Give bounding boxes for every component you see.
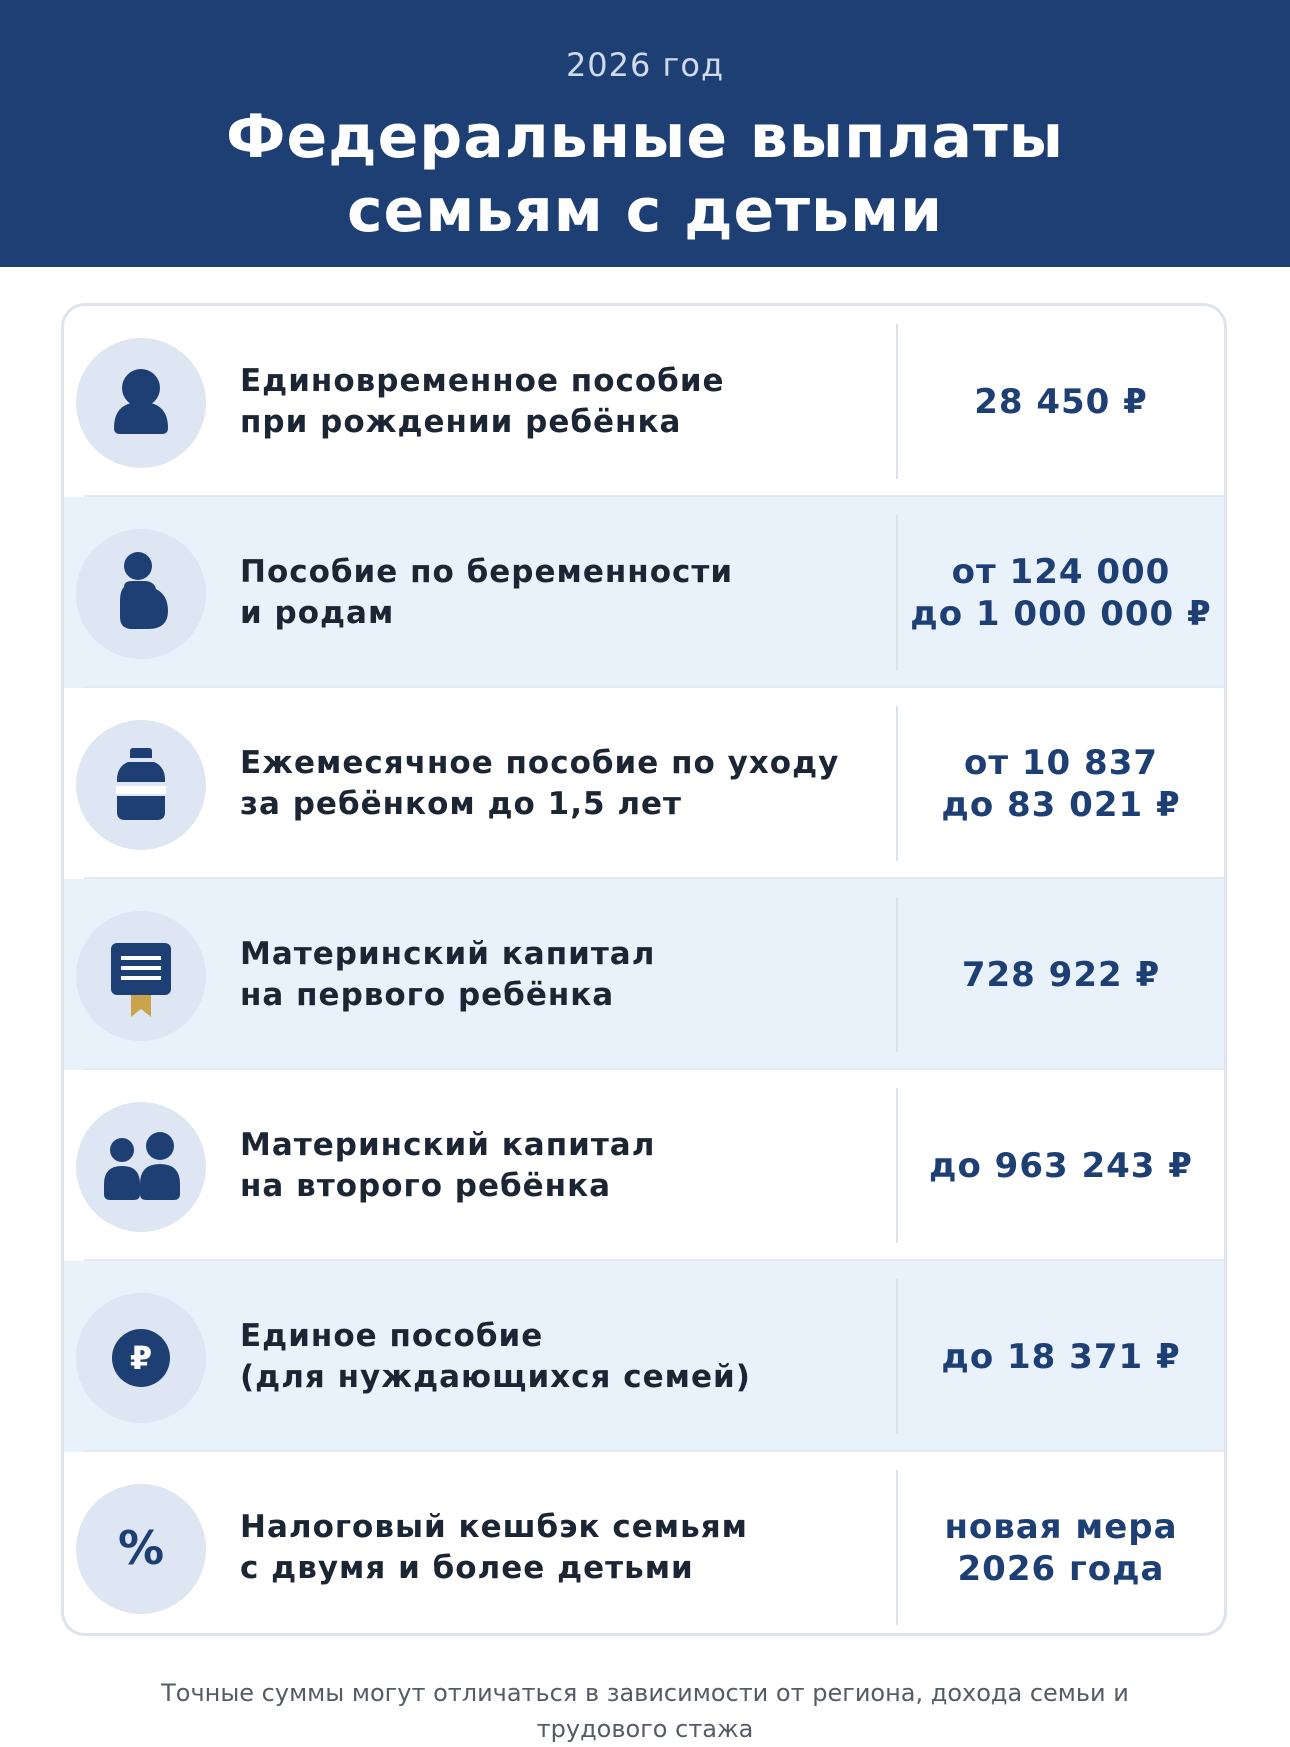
baby-bottle-icon <box>76 720 206 850</box>
footnote-line-1: Точные суммы могут отличаться в зависимости от региона, дохода семьи и <box>161 1679 1129 1707</box>
payment-row-maternity-benefit <box>64 497 1224 688</box>
svg-text:%: % <box>117 1521 165 1575</box>
footnote <box>80 1675 1210 1747</box>
payment-row-tax-cashback <box>64 1452 1224 1636</box>
header <box>0 0 1290 267</box>
payment-row-birth-allowance <box>64 306 1224 497</box>
payment-label: Материнский капитал на первого ребёнка <box>240 935 656 1013</box>
payment-amount: новая мера 2026 года <box>944 1506 1178 1589</box>
percent-icon <box>76 1484 206 1614</box>
certificate-icon <box>76 911 206 1041</box>
payments-card <box>61 303 1227 1636</box>
payment-amount: до 18 371 ₽ <box>941 1336 1181 1377</box>
person-icon <box>76 338 206 468</box>
payment-amount: 28 450 ₽ <box>974 381 1148 422</box>
payment-row-childcare-allowance <box>64 688 1224 879</box>
two-people-icon <box>76 1102 206 1232</box>
payment-label: Единовременное пособие при рождении ребёнка <box>240 362 725 440</box>
payment-label: Материнский капитал на второго ребёнка <box>240 1126 656 1204</box>
payment-label: Ежемесячное пособие по уходу за ребёнком до 1,5 лет <box>240 744 840 822</box>
payment-row-maternity-capital-first <box>64 879 1224 1070</box>
payment-label: Единое пособие (для нуждающихся семей) <box>240 1317 751 1395</box>
payment-amount: до 963 243 ₽ <box>929 1145 1193 1186</box>
payment-row-maternity-capital-second <box>64 1070 1224 1261</box>
svg-text:₽: ₽ <box>129 1339 153 1377</box>
ruble-coin-icon <box>76 1293 206 1423</box>
payment-amount: от 124 000 до 1 000 000 ₽ <box>910 551 1212 634</box>
payment-amount: от 10 837 до 83 021 ₽ <box>941 742 1181 825</box>
pregnant-icon <box>76 529 206 659</box>
page-title <box>0 100 1290 248</box>
title-line-1: Федеральные выплаты <box>225 102 1065 172</box>
payment-row-unified-allowance <box>64 1261 1224 1452</box>
payment-label: Пособие по беременности и родам <box>240 553 734 631</box>
payment-label: Налоговый кешбэк семьям с двумя и более детьми <box>240 1508 748 1586</box>
footnote-line-2: трудового стажа <box>536 1715 754 1743</box>
title-line-2: семьям с детьми <box>346 176 944 246</box>
payment-amount: 728 922 ₽ <box>961 954 1161 995</box>
year-label: 2026 год <box>565 46 725 84</box>
